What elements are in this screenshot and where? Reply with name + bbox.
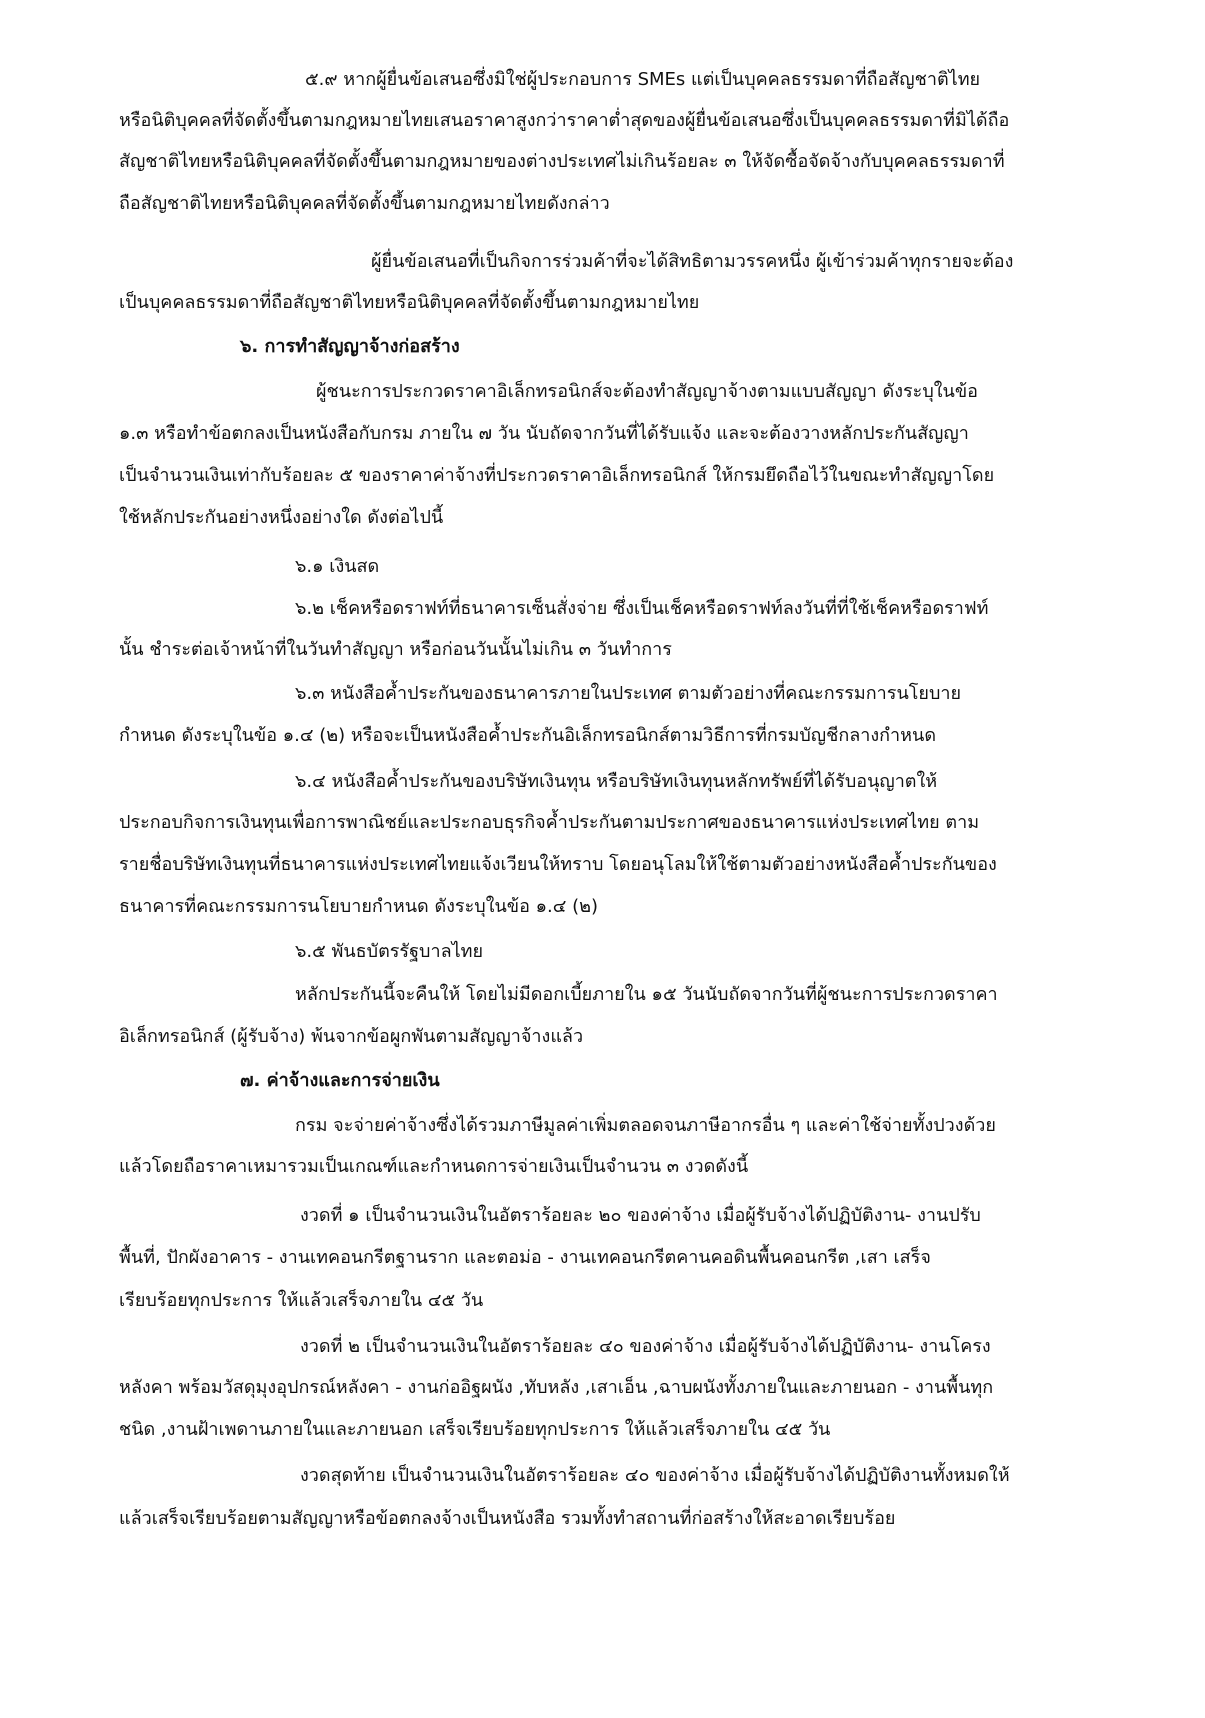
guarantee-return-line-2: อิเล็กทรอนิกส์ (ผู้รับจ้าง) พ้นจากข้อผูกพันตามสัญญาจ้างแล้ว	[119, 1026, 584, 1047]
section-7-line-2: แล้วโดยถือราคาเหมารวมเป็นเกณฑ์และกำหนดการจ่ายเงินเป็นจำนวน ๓ งวดดังนี้	[119, 1156, 749, 1177]
section-6-heading: ๖. การทำสัญญาจ้างก่อสร้าง	[240, 336, 460, 357]
clause-5-9-line-2: หรือนิติบุคคลที่จัดตั้งขึ้นตามกฎหมายไทยเสนอราคาสูงกว่าราคาต่ำสุดของผู้ยื่นข้อเสนอซึ่งเป็นบุคคลธรรมดาที่มิได้ถือ	[119, 110, 1010, 131]
installment-1-line-2: พื้นที่, ปักผังอาคาร - งานเทคอนกรีตฐานราก และตอม่อ - งานเทคอนกรีตคานคอดินพื้นคอนกรีต ,เสา เสร็จ	[119, 1247, 931, 1268]
item-6-4-line-3: รายชื่อบริษัทเงินทุนที่ธนาคารแห่งประเทศไทยแจ้งเวียนให้ทราบ โดยอนุโลมให้ใช้ตามตัวอย่างหนังสือค้ำประกันของ	[119, 854, 997, 875]
item-6-3-line-2: กำหนด ดังระบุในข้อ ๑.๔ (๒) หรือจะเป็นหนังสือค้ำประกันอิเล็กทรอนิกส์ตามวิธีการที่กรมบัญชีกลางกำหนด	[119, 725, 937, 746]
clause-5-9-line-1: ๕.๙ หากผู้ยื่นข้อเสนอซึ่งมิใช่ผู้ประกอบการ SMEs แต่เป็นบุคคลธรรมดาที่ถือสัญชาติไทย	[305, 69, 981, 90]
guarantee-return-line-1: หลักประกันนี้จะคืนให้ โดยไม่มีดอกเบี้ยภายใน ๑๕ วันนับถัดจากวันที่ผู้ชนะการประกวดราคา	[295, 984, 998, 1005]
installment-2-line-2: หลังคา พร้อมวัสดุมุงอุปกรณ์หลังคา - งานก่ออิฐผนัง ,ทับหลัง ,เสาเอ็น ,ฉาบผนังทั้งภายในและภายนอก - งานพื้นทุก	[119, 1377, 994, 1398]
installment-2-line-3: ชนิด ,งานฝ้าเพดานภายในและภายนอก เสร็จเรียบร้อยทุกประการ ให้แล้วเสร็จภายใน ๔๕ วัน	[119, 1419, 831, 1440]
section-7-line-1: กรม จะจ่ายค่าจ้างซึ่งได้รวมภาษีมูลค่าเพิ่มตลอดจนภาษีอากรอื่น ๆ และค่าใช้จ่ายทั้งปวงด้วย	[295, 1115, 996, 1136]
joint-venture-line-1: ผู้ยื่นข้อเสนอที่เป็นกิจการร่วมค้าที่จะได้สิทธิตามวรรคหนึ่ง ผู้เข้าร่วมค้าทุกรายจะต้อง	[371, 251, 1014, 272]
installment-2-line-1: งวดที่ ๒ เป็นจำนวนเงินในอัตราร้อยละ ๔๐ ของค่าจ้าง เมื่อผู้รับจ้างได้ปฏิบัติงาน- งานโครง	[300, 1336, 991, 1357]
item-6-4-line-1: ๖.๔ หนังสือค้ำประกันของบริษัทเงินทุน หรือบริษัทเงินทุนหลักทรัพย์ที่ได้รับอนุญาตให้	[295, 771, 938, 792]
item-6-4-line-2: ประกอบกิจการเงินทุนเพื่อการพาณิชย์และประกอบธุรกิจค้ำประกันตามประกาศของธนาคารแห่งประเทศไทย ตาม	[119, 812, 980, 833]
section-7-heading: ๗. ค่าจ้างและการจ่ายเงิน	[240, 1070, 440, 1091]
clause-5-9-line-3: สัญชาติไทยหรือนิติบุคคลที่จัดตั้งขึ้นตามกฎหมายของต่างประเทศไม่เกินร้อยละ ๓ ให้จัดซื้อจัดจ้างกับบุคคลธรรมดาที่	[119, 151, 1005, 172]
section-6-line-3: เป็นจำนวนเงินเท่ากับร้อยละ ๕ ของราคาค่าจ้างที่ประกวดราคาอิเล็กทรอนิกส์ ให้กรมยึดถือไว้ในขณะทำสัญญาโดย	[119, 465, 995, 486]
item-6-1: ๖.๑ เงินสด	[295, 556, 380, 577]
joint-venture-line-2: เป็นบุคคลธรรมดาที่ถือสัญชาติไทยหรือนิติบุคคลที่จัดตั้งขึ้นตามกฎหมายไทย	[119, 292, 700, 313]
installment-1-line-3: เรียบร้อยทุกประการ ให้แล้วเสร็จภายใน ๔๕ วัน	[119, 1290, 484, 1311]
installment-final-line-1: งวดสุดท้าย เป็นจำนวนเงินในอัตราร้อยละ ๔๐ ของค่าจ้าง เมื่อผู้รับจ้างได้ปฏิบัติงานทั้งหมดให้	[300, 1465, 1010, 1486]
item-6-2-line-1: ๖.๒ เช็คหรือดราฟท์ที่ธนาคารเซ็นสั่งจ่าย ซึ่งเป็นเช็คหรือดราฟท์ลงวันที่ที่ใช้เช็คหรือดราฟท์	[295, 598, 989, 619]
section-6-line-2: ๑.๓ หรือทำข้อตกลงเป็นหนังสือกับกรม ภายใน ๗ วัน นับถัดจากวันที่ได้รับแจ้ง และจะต้องวางหลักประกันสัญญา	[119, 423, 969, 444]
clause-5-9-line-4: ถือสัญชาติไทยหรือนิติบุคคลที่จัดตั้งขึ้นตามกฎหมายไทยดังกล่าว	[119, 193, 610, 214]
item-6-5: ๖.๕ พันธบัตรรัฐบาลไทย	[295, 941, 484, 962]
item-6-4-line-4: ธนาคารที่คณะกรรมการนโยบายกำหนด ดังระบุในข้อ ๑.๔ (๒)	[119, 896, 599, 917]
section-6-line-1: ผู้ชนะการประกวดราคาอิเล็กทรอนิกส์จะต้องทำสัญญาจ้างตามแบบสัญญา ดังระบุในข้อ	[316, 381, 978, 402]
item-6-3-line-1: ๖.๓ หนังสือค้ำประกันของธนาคารภายในประเทศ ตามตัวอย่างที่คณะกรรมการนโยบาย	[295, 683, 962, 704]
item-6-2-line-2: นั้น ชำระต่อเจ้าหน้าที่ในวันทำสัญญา หรือก่อนวันนั้นไม่เกิน ๓ วันทำการ	[119, 639, 672, 660]
installment-final-line-2: แล้วเสร็จเรียบร้อยตามสัญญาหรือข้อตกลงจ้างเป็นหนังสือ รวมทั้งทำสถานที่ก่อสร้างให้สะอาดเรียบร้อย	[119, 1508, 896, 1529]
section-6-line-4: ใช้หลักประกันอย่างหนึ่งอย่างใด ดังต่อไปนี้	[119, 507, 444, 528]
installment-1-line-1: งวดที่ ๑ เป็นจำนวนเงินในอัตราร้อยละ ๒๐ ของค่าจ้าง เมื่อผู้รับจ้างได้ปฏิบัติงาน- งานปรับ	[300, 1205, 981, 1226]
